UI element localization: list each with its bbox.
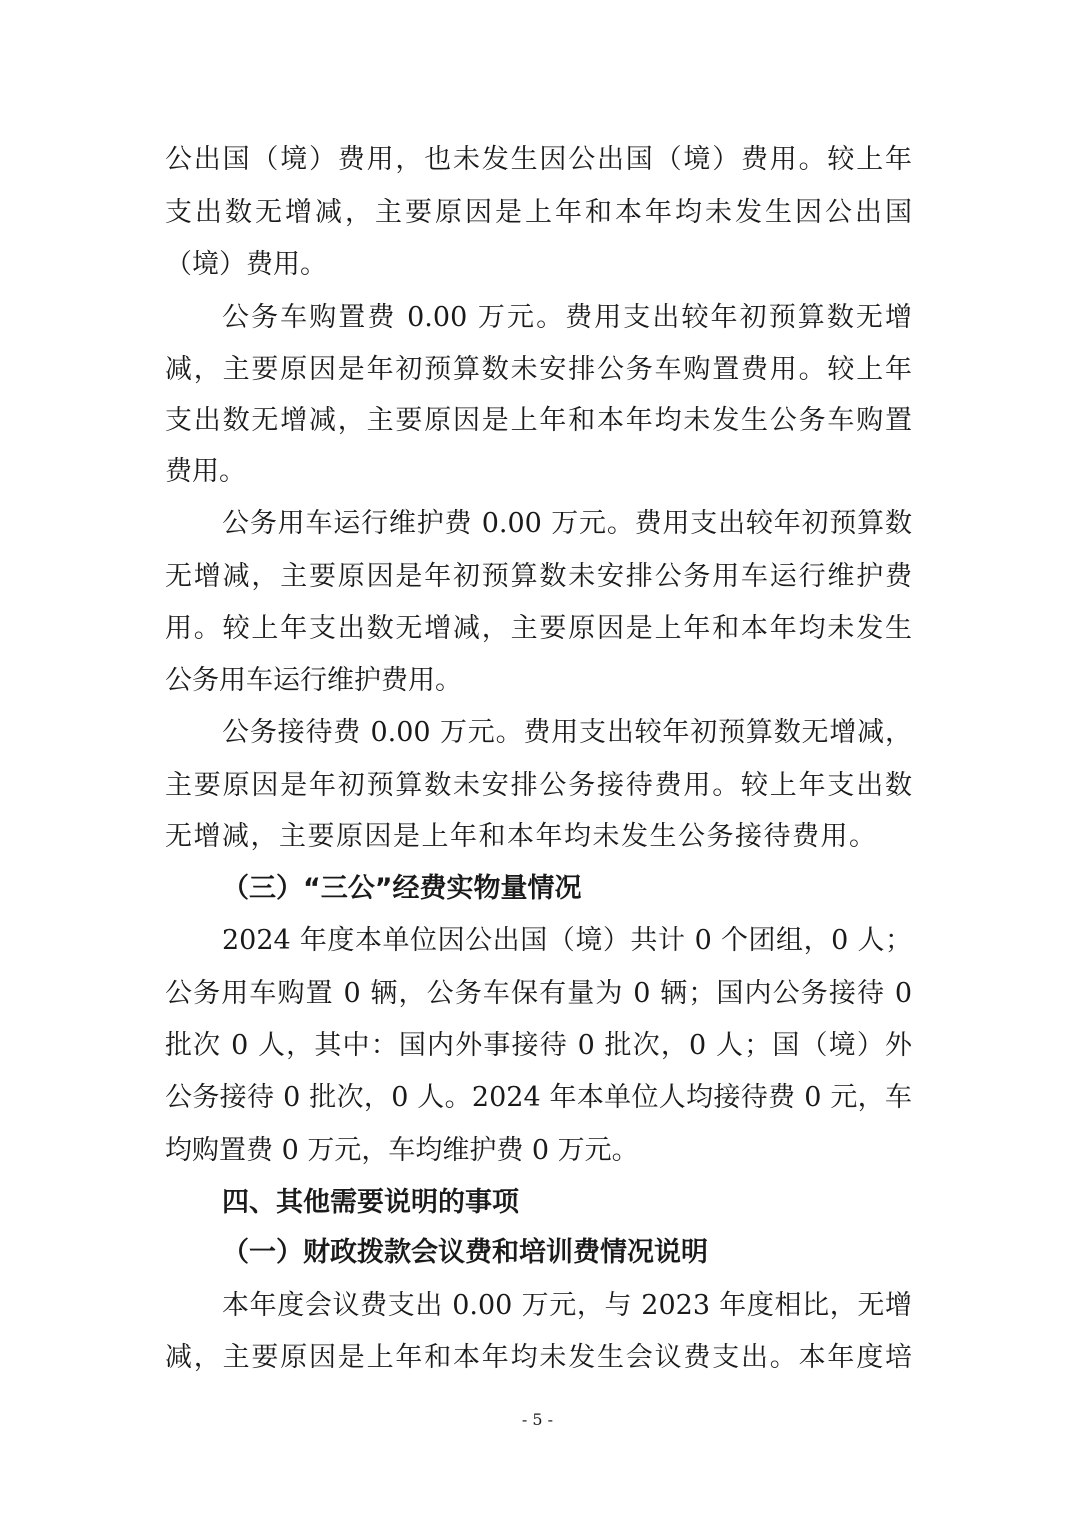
body-text-line: 公务用车运行维护费 0.00 万元。费用支出较年初预算数 (222, 508, 912, 539)
section-heading: 四、其他需要说明的事项 (222, 1187, 519, 1218)
page-number: - 5 - (521, 1410, 554, 1429)
body-text-line: 主要原因是年初预算数未安排公务接待费用。较上年支出数 (165, 770, 912, 801)
body-text-line: 公务接待 0 批次，0 人。2024 年本单位人均接待费 0 元，车 (165, 1082, 912, 1113)
body-text-line: 公务接待费 0.00 万元。费用支出较年初预算数无增减， (222, 717, 912, 748)
body-text-line: 用。较上年支出数无增减，主要原因是上年和本年均未发生 (165, 613, 912, 644)
body-text-line: 公出国（境）费用，也未发生因公出国（境）费用。较上年 (165, 144, 912, 175)
body-text-line: 本年度会议费支出 0.00 万元，与 2023 年度相比，无增 (222, 1290, 912, 1321)
body-text-line: 无增减，主要原因是年初预算数未安排公务用车运行维护费 (165, 561, 912, 592)
body-text-line: 公务车购置费 0.00 万元。费用支出较年初预算数无增 (222, 302, 912, 333)
body-text-line: 公务用车购置 0 辆，公务车保有量为 0 辆；国内公务接待 0 (165, 978, 912, 1009)
body-text-line: 公务用车运行维护费用。 (165, 665, 462, 696)
body-text-line: 均购置费 0 万元，车均维护费 0 万元。 (165, 1135, 639, 1166)
body-text-line: 2024 年度本单位因公出国（境）共计 0 个团组，0 人； (222, 925, 912, 956)
body-text-line: 无增减，主要原因是上年和本年均未发生公务接待费用。 (165, 821, 878, 852)
body-text-line: 费用。 (165, 456, 246, 487)
body-text-line: 支出数无增减，主要原因是上年和本年均未发生因公出国 (165, 197, 912, 228)
body-text-line: 减，主要原因是年初预算数未安排公务车购置费用。较上年 (165, 354, 912, 385)
body-text-line: （境）费用。 (165, 249, 327, 280)
body-text-line: 支出数无增减，主要原因是上年和本年均未发生公务车购置 (165, 405, 912, 436)
subsection-heading: （一）财政拨款会议费和培训费情况说明 (222, 1237, 708, 1268)
body-text-line: 减，主要原因是上年和本年均未发生会议费支出。本年度培 (165, 1342, 912, 1373)
body-text-line: 批次 0 人，其中：国内外事接待 0 批次，0 人；国（境）外 (165, 1030, 912, 1061)
section-heading: （三）“三公”经费实物量情况 (222, 873, 582, 904)
